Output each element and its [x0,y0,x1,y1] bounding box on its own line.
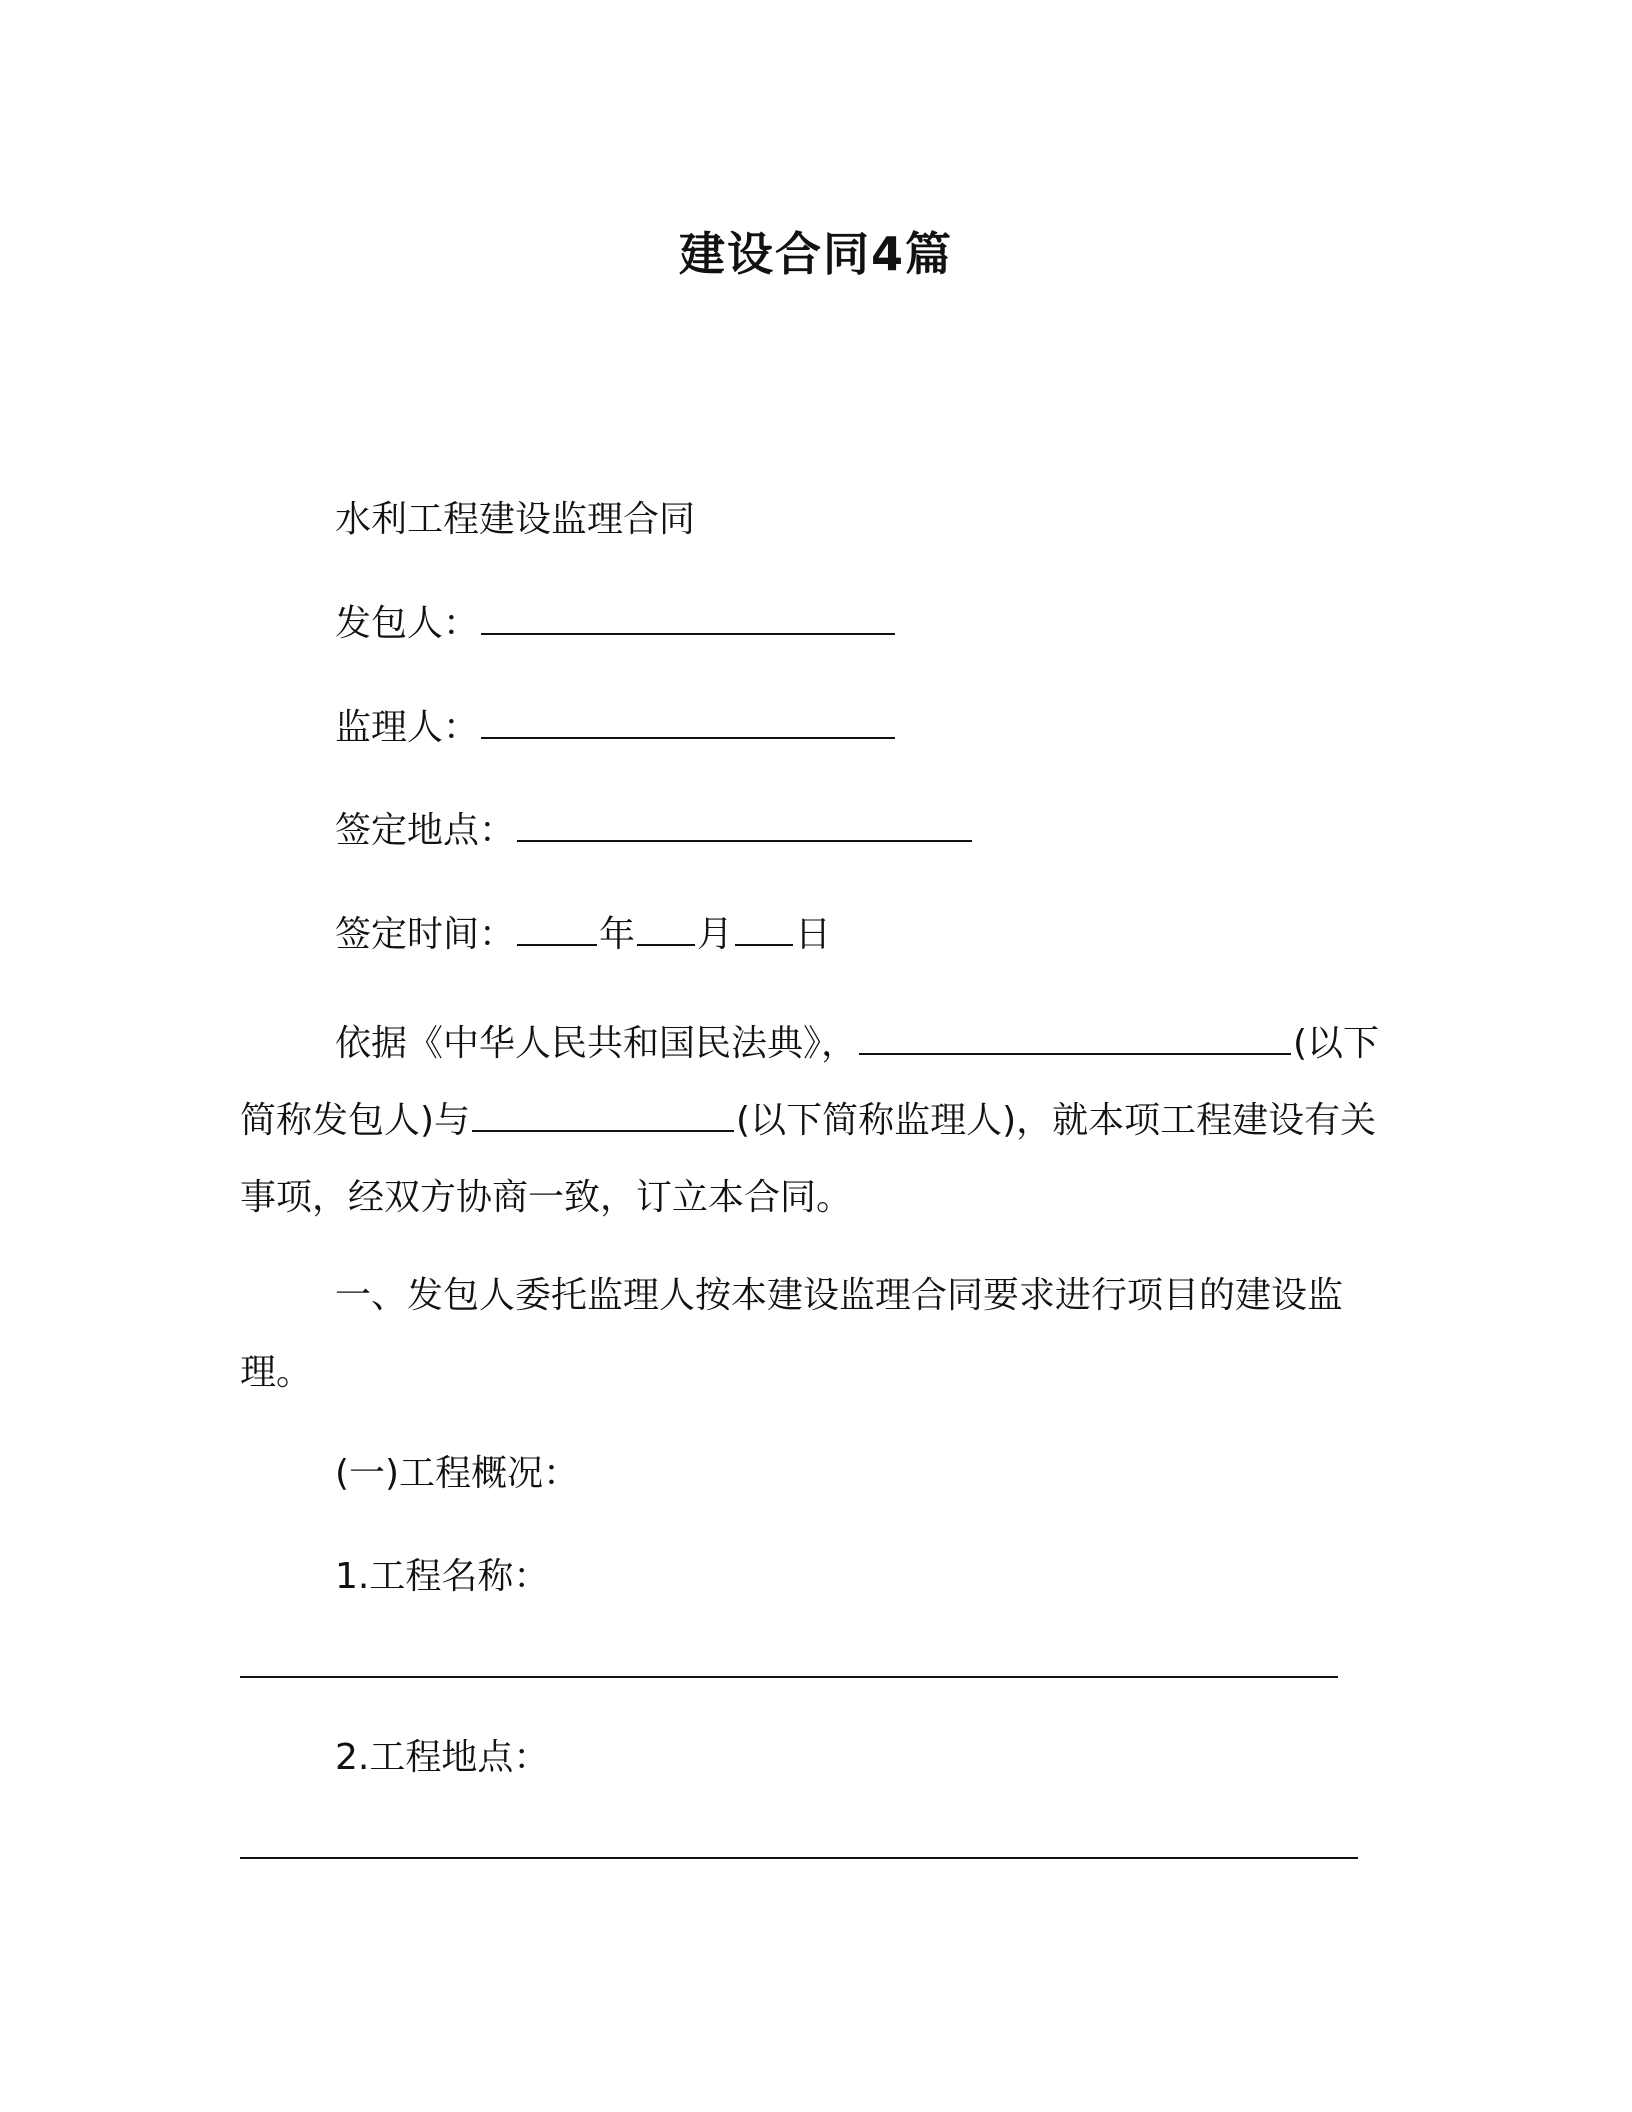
place-blank [517,806,972,842]
project-name-label: 1.工程名称： [335,1556,550,1597]
preamble-part3: (以下简称监理人)，就本项工程建设有关事项，经双方协商一致，订立本合同。 [240,1100,1377,1218]
employer-label: 发包人： [335,603,480,644]
employer-blank [481,599,895,635]
supervisor-label: 监理人： [335,707,480,748]
preamble-part2: (以下简称发包人)与 [240,1023,1380,1141]
employer-row [335,599,897,648]
project-location-rule [240,1857,1358,1859]
project-name-rule [240,1676,1338,1678]
day-label: 日 [795,914,832,955]
document-title: 建设合同4篇 [678,227,953,281]
section-one-heading: (一)工程概况： [335,1453,580,1494]
employer-name-blank [859,1019,1291,1055]
supervisor-blank [481,703,895,739]
place-row [335,806,974,855]
year-blank [517,910,597,946]
place-label: 签定地点： [335,810,516,851]
time-label: 签定时间： [335,914,516,955]
project-location-label: 2.工程地点： [335,1737,550,1778]
preamble-paragraph [240,1005,1380,1236]
year-label: 年 [599,914,636,955]
supervisor-row [335,703,897,752]
month-label: 月 [697,914,734,955]
day-blank [735,910,793,946]
month-blank [637,910,695,946]
time-row [335,910,831,959]
preamble-part1: 依据《中华人民共和国民法典》， [335,1023,858,1064]
clause-one-paragraph: 一、发包人委托监理人按本建设监理合同要求进行项目的建设监理。 [240,1275,1344,1393]
supervisor-name-blank [472,1096,734,1132]
contract-subtitle: 水利工程建设监理合同 [335,499,696,540]
